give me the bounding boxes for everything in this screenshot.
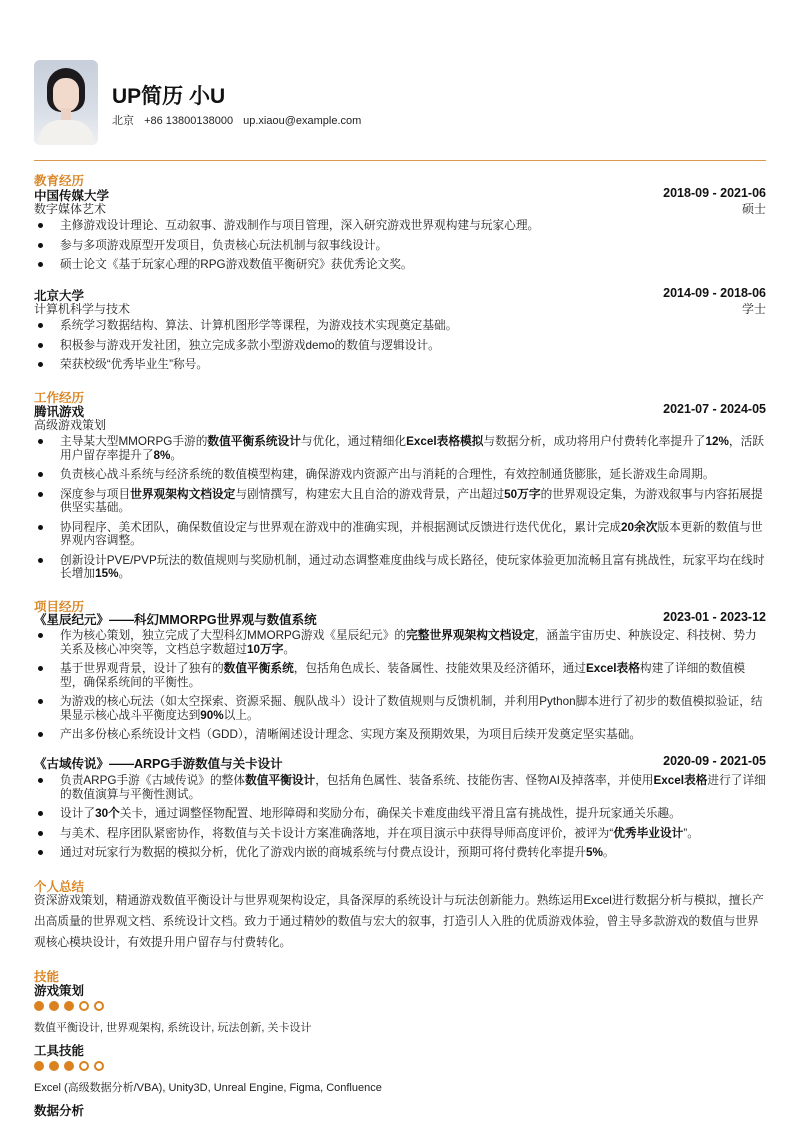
list-item: 协同程序、美术团队，确保数值设定与世界观在游戏中的准确实现，并根据测试反馈进行迭代优化，累计完成20余次版本更新的数值与世界观内容调整。: [34, 521, 766, 548]
skill-desc: 数值平衡设计, 世界观架构, 系统设计, 玩法创新, 关卡设计: [34, 1022, 312, 1034]
list-item: 通过对玩家行为数据的模拟分析，优化了游戏内嵌的商城系统与付费点设计，预期可将付费转化率提升5%。: [34, 846, 766, 860]
rating-dot-icon: [34, 1061, 44, 1071]
list-item: 负责核心战斗系统与经济系统的数值模型构建，确保游戏内资源产出与消耗的合理性，有效控制通货膨胀，延长游戏生命周期。: [34, 468, 766, 482]
contact-city: 北京: [112, 115, 134, 127]
list-item: 产出多份核心系统设计文档（GDD），清晰阐述设计理念、实现方案及预期效果，为项目后续开发奠定坚实基础。: [34, 728, 766, 742]
rating-dot-icon: [94, 1061, 104, 1071]
section-title-summary: 个人总结: [34, 880, 85, 894]
list-item: 荣获校级“优秀毕业生”称号。: [34, 358, 766, 372]
contact-phone: +86 13800138000: [144, 115, 234, 127]
education-major: 数字媒体艺术: [34, 202, 107, 216]
work-date: 2021-07 - 2024-05: [663, 402, 766, 416]
project-name: 《星辰纪元》——科幻MMORPG世界观与数值系统: [34, 613, 317, 627]
rating-dot-icon: [34, 1001, 44, 1011]
header-divider: [34, 160, 766, 161]
skill-desc: Excel (高级数据分析/VBA), Unity3D, Unreal Engine, Figma, Confluence: [34, 1082, 382, 1094]
rating-dot-icon: [64, 1061, 74, 1071]
list-item: 与美术、程序团队紧密协作，将数值与关卡设计方案准确落地，并在项目演示中获得导师高度评价，被评为“优秀毕业设计”。: [34, 827, 766, 841]
section-title-projects: 项目经历: [34, 600, 85, 614]
section-title-skills: 技能: [34, 970, 60, 984]
skill-rating: [34, 1061, 104, 1071]
list-item: 参与多项游戏原型开发项目，负责核心玩法机制与叙事线设计。: [34, 239, 766, 253]
list-item: 负责ARPG手游《古域传说》的整体数值平衡设计，包括角色属性、装备系统、技能伤害、怪物AI及掉落率，并使用Excel表格进行了详细的数值演算与平衡性测试。: [34, 774, 766, 801]
list-item: 设计了30个关卡，通过调整怪物配置、地形障碍和奖励分布，确保关卡难度曲线平滑且富有挑战性，提升玩家通关乐趣。: [34, 807, 766, 821]
avatar-photo: [34, 60, 98, 145]
work-company: 腾讯游戏: [34, 405, 85, 419]
resume-header: [34, 60, 766, 146]
list-item: 硕士论文《基于玩家心理的RPG游戏数值平衡研究》获优秀论文奖。: [34, 258, 766, 272]
work-bullets: [34, 435, 766, 587]
rating-dot-icon: [79, 1061, 89, 1071]
section-title-education: 教育经历: [34, 174, 85, 188]
education-school: 中国传媒大学: [34, 189, 110, 203]
project-date: 2023-01 - 2023-12: [663, 610, 766, 624]
list-item: 深度参与项目世界观架构文档设定与剧情撰写，构建宏大且自洽的游戏背景，产出超过50万字的世界观设定集，为游戏叙事与内容拓展提供坚实基础。: [34, 488, 766, 515]
list-item: 基于世界观背景，设计了独有的数值平衡系统，包括角色成长、装备属性、技能效果及经济循环，通过Excel表格构建了详细的数值模型，确保系统间的平衡性。: [34, 662, 766, 689]
education-bullets: [34, 319, 766, 378]
project-bullets: [34, 629, 766, 748]
list-item: 系统学习数据结构、算法、计算机图形学等课程，为游戏技术实现奠定基础。: [34, 319, 766, 333]
project-name: 《古域传说》——ARPG手游数值与关卡设计: [34, 757, 283, 771]
work-role: 高级游戏策划: [34, 418, 107, 432]
summary-text: 资深游戏策划，精通游戏数值平衡设计与世界观架构设定，具备深厚的系统设计与玩法创新能力。熟练运用Excel进行数据分析与模拟，擅长产出高质量的世界观文档、系统设计文档。致力于通过精妙的数值与宏大的叙事，打造引人入胜的优质游戏体验，曾主导多款游戏的数值与世界观核心模块设计，有效提升用户留存与付费转化。: [34, 894, 764, 949]
rating-dot-icon: [64, 1001, 74, 1011]
rating-dot-icon: [49, 1001, 59, 1011]
project-date: 2020-09 - 2021-05: [663, 754, 766, 768]
contact-email: up.xiaou@example.com: [243, 115, 362, 127]
skill-name: 数据分析: [34, 1104, 85, 1118]
education-date: 2018-09 - 2021-06: [663, 186, 766, 200]
rating-dot-icon: [49, 1061, 59, 1071]
education-date: 2014-09 - 2018-06: [663, 286, 766, 300]
skill-name: 工具技能: [34, 1044, 85, 1058]
skill-name: 游戏策划: [34, 984, 85, 998]
list-item: 为游戏的核心玩法（如太空探索、资源采掘、舰队战斗）设计了数值规则与反馈机制，并利用Python脚本进行了初步的数值模拟验证，结果显示核心战斗平衡度达到90%以上。: [34, 695, 766, 722]
education-degree: 硕士: [741, 202, 766, 216]
section-title-work: 工作经历: [34, 391, 85, 405]
rating-dot-icon: [79, 1001, 89, 1011]
list-item: 创新设计PVE/PVP玩法的数值规则与奖励机制，通过动态调整难度曲线与成长路径，使玩家体验更加流畅且富有挑战性，玩家平均在线时长增加15%。: [34, 554, 766, 581]
project-bullets: [34, 774, 766, 866]
rating-dot-icon: [94, 1001, 104, 1011]
contact-info: [112, 112, 368, 128]
list-item: 主导某大型MMORPG手游的数值平衡系统设计与优化，通过精细化Excel表格模拟与数据分析，成功将用户付费转化率提升了12%，活跃用户留存率提升了8%。: [34, 435, 766, 462]
list-item: 积极参与游戏开发社团，独立完成多款小型游戏demo的数值与逻辑设计。: [34, 339, 766, 353]
education-degree: 学士: [741, 302, 766, 316]
education-school: 北京大学: [34, 289, 85, 303]
list-item: 作为核心策划，独立完成了大型科幻MMORPG游戏《星辰纪元》的完整世界观架构文档设定，涵盖宇宙历史、种族设定、科技树、势力关系及核心冲突等，文档总字数超过10万字。: [34, 629, 766, 656]
education-major: 计算机科学与技术: [34, 302, 131, 316]
skill-rating: [34, 1001, 104, 1011]
education-bullets: [34, 219, 766, 278]
list-item: 主修游戏设计理论、互动叙事、游戏制作与项目管理，深入研究游戏世界观构建与玩家心理。: [34, 219, 766, 233]
candidate-name: UP简历 小U: [112, 85, 226, 108]
